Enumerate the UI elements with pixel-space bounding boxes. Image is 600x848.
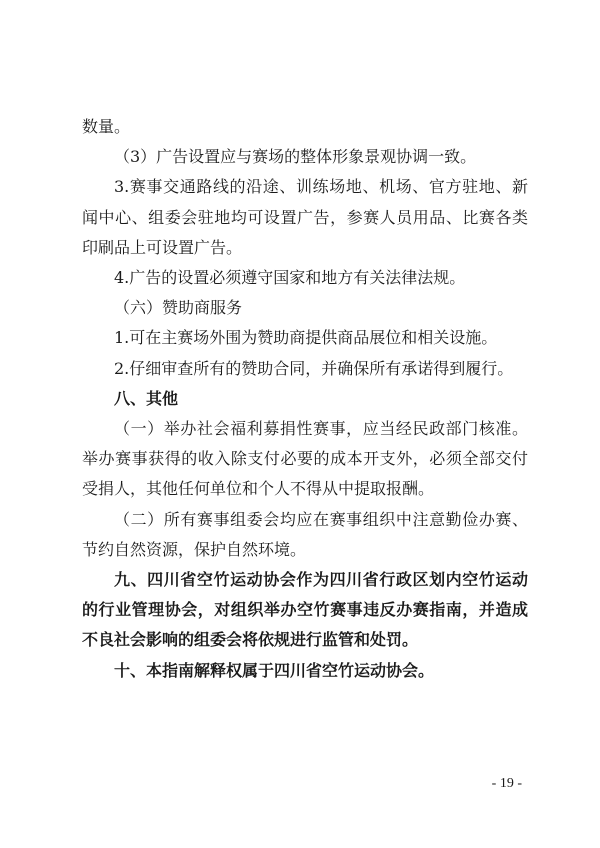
paragraph-frugal-events: （二）所有赛事组委会均应在赛事组织中注意勤俭办赛、节约自然资源，保护自然环境。 [82,509,528,559]
paragraph-charity-events: （一）举办社会福利募捐性赛事，应当经民政部门核准。举办赛事获得的收入除支付必要的成本开支外，必须全部交付受捐人，其他任何单位和个人不得从中提取报酬。 [82,419,528,499]
page-number: - 19 - [491,776,522,791]
paragraph-continuation: 数量。 [82,117,131,136]
paragraph-sponsor-contracts: 2.仔细审查所有的赞助合同，并确保所有承诺得到履行。 [114,358,514,378]
paragraph-sponsor-booths: 1.可在主赛场外围为赞助商提供商品展位和相关设施。 [114,328,498,348]
paragraph-ad-laws: 4.广告的设置必须遵守国家和地方有关法律法规。 [114,268,466,288]
section-heading-other: 八、其他 [114,388,179,408]
paragraph-ad-consistency: （3）广告设置应与赛场的整体形象景观协调一致。 [114,147,477,167]
section-supervision: 九、四川省空竹运动协会作为四川省行政区划内空竹运动的行业管理协会，对组织举办空竹赛事违反办赛指南，并造成不良社会影响的组委会将依规进行监管和处罚。 [82,570,528,650]
paragraph-ad-locations: 3.赛事交通路线的沿途、训练场地、机场、官方驻地、新闻中心、组委会驻地均可设置广告，参赛人员用品、比赛各类印刷品上可设置广告。 [82,177,528,257]
section-interpretation: 十、本指南解释权属于四川省空竹运动协会。 [114,660,435,680]
document-body [82,112,528,686]
subheading-sponsor-services: （六）赞助商服务 [114,298,243,318]
